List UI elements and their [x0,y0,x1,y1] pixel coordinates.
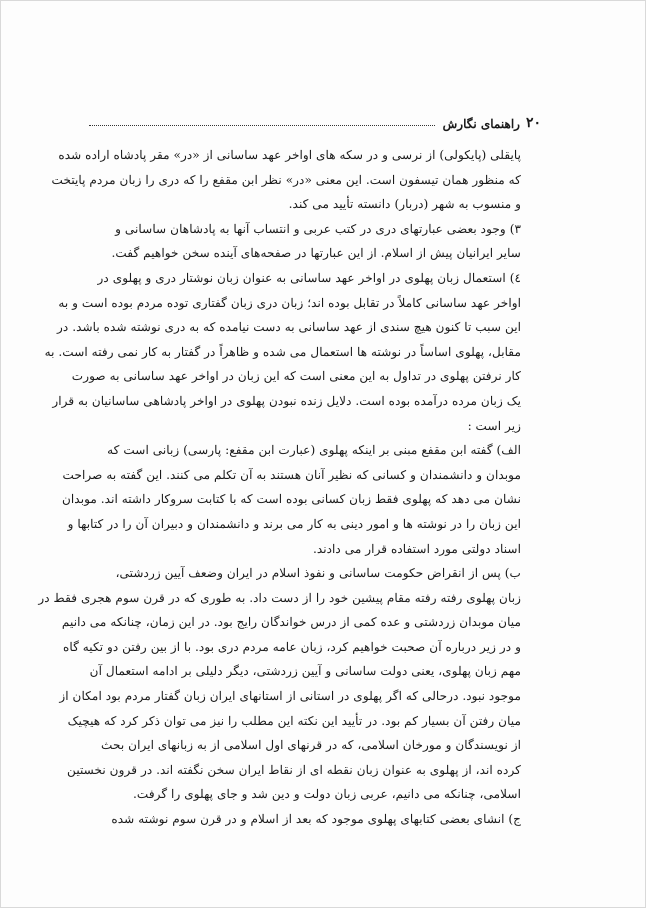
paragraph [38,561,521,807]
text-line: این سبب تا کنون هیچ سندی از عهد ساسانی به دست نیامده که به دری نوشته شده باشد. در [57,320,521,335]
text-line: کرده اند، از پهلوی به عنوان زبان نقطه ای از نقاط ایران سخن نگفته اند. در قرون نخستین [67,762,521,777]
text-line: و منسوب به شهر (دربار) دانسته تأیید می کند. [288,197,521,212]
text-line: یک زبان مرده درآمده بوده است. دلایل زنده نبودن پهلوی در اواخر پادشاهی ساسانیان به قرار [52,393,521,408]
text-line: نشان می دهد که پهلوی فقط زبان کسانی بوده است که با کتابت سروکار داشته اند. موبدان [61,492,521,507]
text-line: ب) پس از انقراض حکومت ساسانی و نفوذ اسلام در ایران وضعف آیین زردشتی، [115,566,521,581]
text-line: میان موبدان زردشتی و عده کمی از درس خواندگان رایج بود. در این زمان، چنانکه می دانیم [61,615,521,630]
text-line: مقابل، پهلوی اساساً در نوشته ها استعمال می شده و ظاهراً در گفتار به کار نمی رفته است. به [44,344,521,359]
text-line: این زبان را در نوشته ها و امور دینی به کار می برند و دانشمندان و دبیران آن را در کتابها و [67,516,521,531]
text-line: زبان پهلوی رفته رفته مقام پیشین خود را از دست داد. به طوری که در قرن سوم هجری فقط در [38,590,521,605]
paragraph [44,266,521,438]
text-line: و در زیر درباره آن صحبت خواهیم کرد، زبان عامه مردم دری بود. با از بین رفتن دو تکیه گاه [62,639,521,654]
paragraph [93,217,521,266]
text-line: ج) انشای بعضی کتابهای پهلوی موجود که بعد از اسلام و در قرن سوم نوشته شده [111,812,521,827]
text-line: موبدان و دانشمندان و کسانی که نظیر آنان هستند به آن تکلم می کنند. این گفته به صراحت [62,467,521,482]
running-title: راهنمای نگارش [442,117,520,131]
text-line: میان رفتن آن بسیار کم بود. در تأیید این نکته این مطلب را نیز می توان ذکر کرد که هیچیک [67,713,521,728]
page-number: ۲۰ [525,115,541,131]
text-line: ۳) وجود بعضی عبارتهای دری در کتب عربی و انتساب آنها به پادشاهان ساسانی و [115,221,521,236]
text-line: الف) گفته ابن مقفع مبنی بر اینکه پهلوی (عبارت ابن مقفع: پارسی) زبانی است که [107,443,521,458]
page-header [89,107,541,131]
paragraph [61,438,521,561]
body-text [38,143,521,832]
paragraph [93,807,521,832]
text-line: اواخر عهد ساسانی کاملاً در تقابل بوده اند؛ زبان دری زبان گفتاری توده مردم بوده است و به [58,295,521,310]
text-line: از نویسندگان و مورخان اسلامی، که در قرنهای اول اسلامی از به زبانهای ایران بحث [101,738,521,753]
header-rule [89,125,435,126]
text-line: که منظور همان تیسفون است. این معنی «در» نظر ابن مقفع را که دری را زبان مردم پایتخت [51,172,521,187]
text-line: زیر است : [467,418,521,433]
text-line: موجود نبود. درحالی که اگر پهلوی در استانی از استانهای ایران زبان گفتار مردم بود امکان از [59,689,521,704]
text-line: اسلامی، چنانکه می دانیم، عربی زبان دولت و دین شد و جای پهلوی را گرفت. [132,787,521,802]
text-line: پایقلی (پایکولی) از نرسی و در سکه های اواخر عهد ساسانی از «در» مقر پادشاه اراده شده [58,148,521,162]
text-line: مهم زبان پهلوی، یعنی دولت ساسانی و آیین زردشتی، دیگر دلیلی بر ادامه استعمال آن [89,664,521,679]
text-line: ٤) استعمال زبان پهلوی در اواخر عهد ساسانی به عنوان زبان نوشتار دری و پهلوی در [97,270,521,285]
text-line: کار نرفتن پهلوی در تداول به این معنی است که این زبان در اواخر عهد ساسانی به صورت [71,369,521,384]
paragraph [51,143,521,217]
text-line: اسناد دولتی مورد استفاده قرار می دادند. [312,541,521,556]
text-line: سایر ایرانیان پیش از اسلام. از این عبارتها در صفحه‌های آینده سخن خواهیم گفت. [111,246,521,261]
